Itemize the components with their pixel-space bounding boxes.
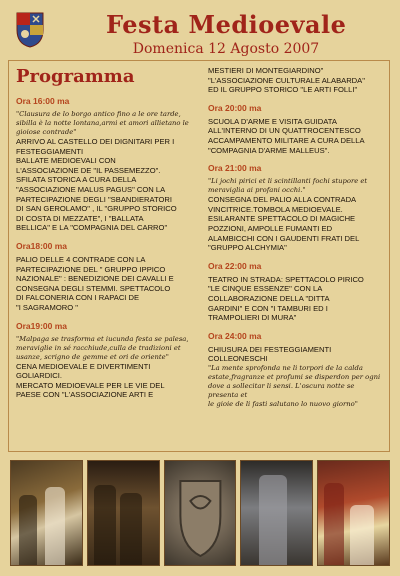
program-column-right — [208, 66, 386, 409]
entry-time: Ora 16:00 ma — [16, 96, 70, 106]
entry-time: Ora 21:00 ma — [208, 163, 262, 174]
program-column-left — [16, 66, 192, 400]
entry-description: CENA MEDIOEVALE E DIVERTIMENTI GOLIARDICI. MERCATO MEDIOEVALE PER LE VIE DEL PAESE CON "L'ASSOCIAZIONE ARTI E — [16, 361, 165, 400]
entry-description: CHIUSURA DEI FESTEGGIAMENTI COLLEONESCHI — [208, 344, 332, 364]
entry-description: ARRIVO AL CASTELLO DEI DIGNITARI PER I FESTEGGIAMENTI BALLATE MEDIOEVALI CON L'ASSOCIAZIONE DE "IL PASSEMEZZO". SFILATA STORICA A CURA DELLA "ASSOCIAZIONE MALUS PAGUS" CON LA PARTECIPAZIONE DEGLI "SBANDIERATORI DI SAN GEROLAMO" , IL "GRUPPO STORICO DI COSTA DI MEZZATE", I "BALLATA BELLICA" E LA "COMPAGNIA DEL CARRO" — [16, 137, 177, 233]
program-entry — [16, 96, 192, 233]
entry-description: PALIO DELLE 4 CONTRADE CON LA PARTECIPAZIONE DEL " GRUPPO IPPICO NAZIONALE" : BENEDIZIONE DEI CAVALLI E CONSEGNA DEGLI STEMMI. SPETTACOLO DI FALCONERIA CON I RAPACI DE "I SAGRAMORO " — [16, 254, 174, 312]
entry-time: Ora19:00 ma — [16, 320, 68, 331]
entry-quote: "Malpaga se trasforma et iucunda festa se palesa, meraviglie in sé racchiude,culla de tradizioni et usanze, scrigno de gemme et ori de oriente" — [16, 334, 189, 361]
program-entry — [16, 321, 192, 400]
entry-quote: "Li jochi pirici et li scintillanti fochi stupore et meraviglia ai profani occhi." — [208, 177, 368, 195]
poster-header — [10, 8, 390, 58]
photo-costumed-dancers — [10, 460, 83, 566]
entry-quote: "La mente sprofonda ne li torpori de la calda estate,fragranze et profumi se disperdon per ogni dove a sollecitar li sensi. L'oscura notte se presenta et le gioie de li fasti salutano lo nuovo giorno" — [208, 363, 381, 408]
entry-description: MESTIERI DI MONTEGIARDINO" "L'ASSOCIAZIONE CULTURALE ALABARDA" ED IL GRUPPO STORICO "LE ARTI FOLLI" — [208, 66, 365, 95]
program-entry — [208, 66, 386, 95]
entry-quote: "Clausura de lo borgo antico fino a le ore tarde, sibilla è la notte lontana,armi et amori allietano le gioiose contrade" — [16, 110, 189, 136]
program-entry — [208, 331, 386, 364]
photo-armored-knight — [240, 460, 313, 566]
photo-strip — [10, 460, 390, 566]
event-date: Domenica 12 Agosto 2007 — [132, 41, 320, 57]
coat-of-arms-icon — [16, 12, 44, 48]
entry-description: CONSEGNA DEL PALIO ALLA CONTRADA VINCITRICE.TOMBOLA MEDIOEVALE. ESILARANTE SPETTACOLO DI MAGICHE POZZIONI, AMPOLLE FUMANTI ED ALAMBICCHI CON I GAUDENTI FRATI DEL "GRUPPO ALCHYMIA" — [208, 195, 360, 253]
program-title: Programma — [16, 66, 135, 87]
entry-time: Ora 20:00 ma — [208, 102, 262, 113]
program-entry — [208, 103, 386, 155]
photo-stone-crest — [164, 460, 237, 566]
entry-time: Ora 24:00 ma — [208, 330, 262, 341]
program-entry — [208, 261, 386, 323]
program-entry — [208, 163, 386, 253]
entry-time: Ora18:00 ma — [16, 240, 68, 251]
entry-description: SCUOLA D'ARME E VISITA GUIDATA ALL'INTERNO DI UN QUATTROCENTESCO ACCAMPAMENTO MILITARE A CURA DELLA "COMPAGNIA D'ARME MALLEUS". — [208, 116, 365, 155]
program-entry — [208, 364, 386, 409]
entry-description: TEATRO IN STRADA: SPETTACOLO PIRICO "LE CINQUE ESSENZE" CON LA COLLABORAZIONE DELLA "DITTA GARDINI" E CON "I TAMBURI ED I TRAMPOLIERI DI MURA" — [208, 274, 364, 323]
photo-medieval-group — [87, 460, 160, 566]
entry-time: Ora 22:00 ma — [208, 260, 262, 271]
photo-banquet-ladies — [317, 460, 390, 566]
program-entry — [16, 241, 192, 313]
page-title: Festa Medioevale — [106, 10, 347, 39]
stone-shield-icon — [165, 461, 236, 565]
